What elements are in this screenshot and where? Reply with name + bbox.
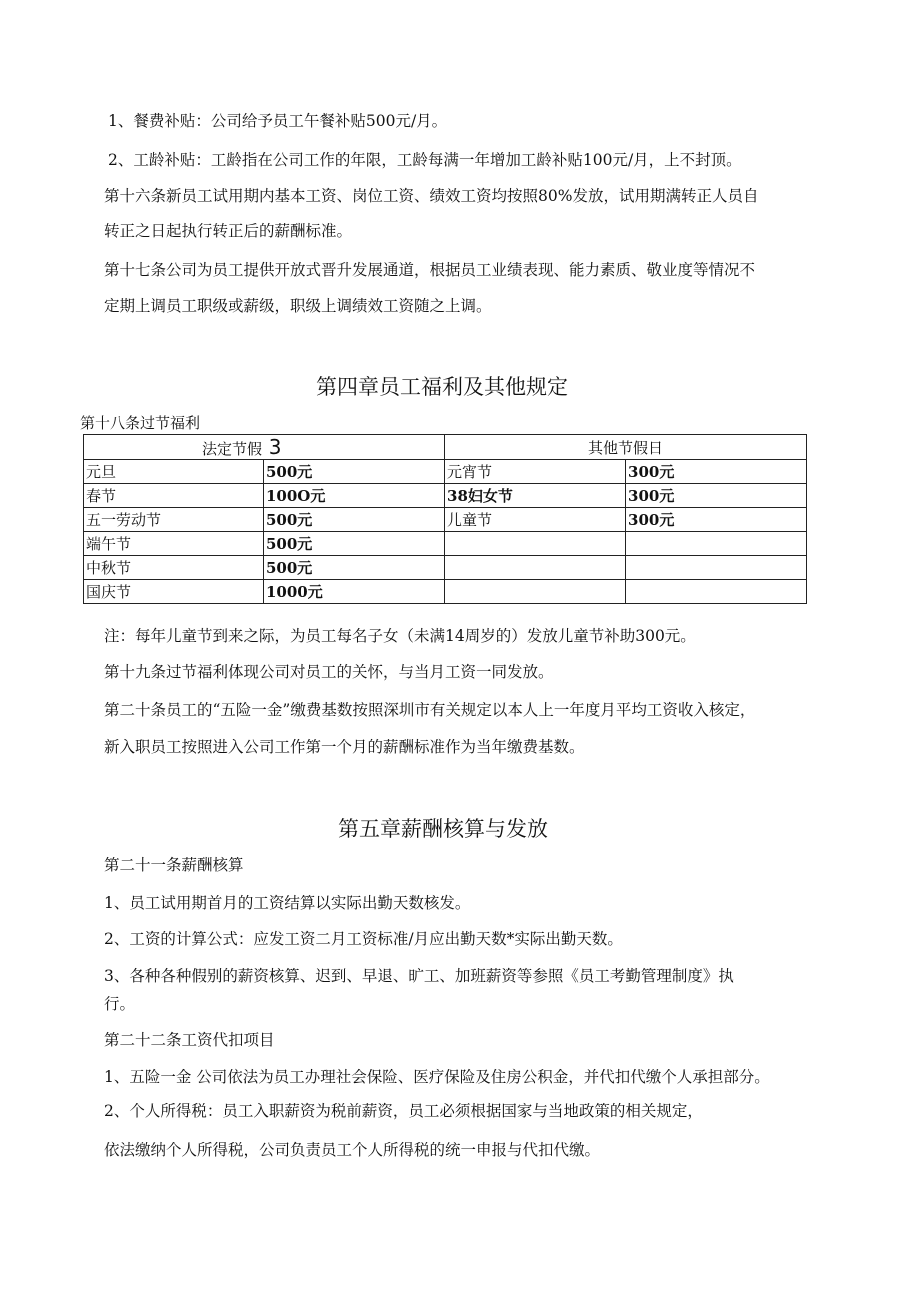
article-18-caption: 第十八条过节福利 [80,414,201,432]
other-holiday-header: 其他节假日 [445,435,807,460]
table-row: 端午节 500元 [84,532,807,556]
table-row: 中秋节 500元 [84,556,807,580]
payroll-item-2: 2、工资的计算公式：应发工资二月工资标准/月应出勤天数*实际出勤天数。 [104,930,623,948]
article-16-line-1: 第十六条新员工试用期内基本工资、岗位工资、绩效工资均按照80%发放，试用期满转正人员自 [104,187,759,205]
article-20-line-1: 第二十条员工的“五险一金”缴费基数按照深圳市有关规定以本人上一年度月平均工资收入核定， [104,701,756,719]
meal-subsidy-item: 1、餐费补贴：公司给予员工午餐补贴500元/月。 [108,112,448,130]
article-21: 第二十一条薪酬核算 [104,856,244,874]
article-19: 第十九条过节福利体现公司对员工的关怀，与当月工资一同发放。 [104,663,554,681]
article-20-line-2: 新入职员工按照进入公司工作第一个月的薪酬标准作为当年缴费基数。 [104,738,585,756]
table-header-row [84,435,807,460]
chapter-5-title: 第五章薪酬核算与发放 [338,817,548,841]
deduction-item-2-line-2: 依法缴纳个人所得税，公司负责员工个人所得税的统一申报与代扣代缴。 [104,1141,601,1159]
article-17-line-1: 第十七条公司为员工提供开放式晋升发展通道，根据员工业绩表现、能力素质、敬业度等情况不 [104,261,756,279]
table-row: 春节 100O元 38妇女节 300元 [84,484,807,508]
article-17-line-2: 定期上调员工职级或薪级，职级上调绩效工资随之上调。 [104,297,492,315]
payroll-item-3-line-2: 行。 [104,995,136,1013]
article-16-line-2: 转正之日起执行转正后的薪酬标准。 [104,222,353,240]
table-row: 国庆节 1000元 [84,580,807,604]
deduction-item-2-line-1: 2、个人所得税：员工入职薪资为税前薪资，员工必须根据国家与当地政策的相关规定， [104,1102,703,1120]
deduction-item-1: 1、五险一金 公司依法为员工办理社会保险、医疗保险及住房公积金，并代扣代缴个人承担部分。 [104,1068,770,1086]
table-row: 元旦 500元 元宵节 300元 [84,460,807,484]
article-22: 第二十二条工资代扣项目 [104,1031,275,1049]
childrens-day-note: 注：每年儿童节到来之际，为员工每名子女（未满14周岁的）发放儿童节补助300元。 [104,627,696,645]
seniority-subsidy-item: 2、工龄补贴：工龄指在公司工作的年限，工龄每满一年增加工龄补贴100元/月，上不封顶。 [108,151,742,169]
statutory-holiday-header: 法定节假 3 [84,435,445,460]
table-row: 五一劳动节 500元 儿童节 300元 [84,508,807,532]
chapter-4-title: 第四章员工福利及其他规定 [316,375,568,399]
payroll-item-1: 1、员工试用期首月的工资结算以实际出勤天数核发。 [104,894,471,912]
holiday-benefits-table [83,434,807,604]
payroll-item-3-line-1: 3、各种各种假别的薪资核算、迟到、早退、旷工、加班薪资等参照《员工考勤管理制度》执 [104,967,734,985]
